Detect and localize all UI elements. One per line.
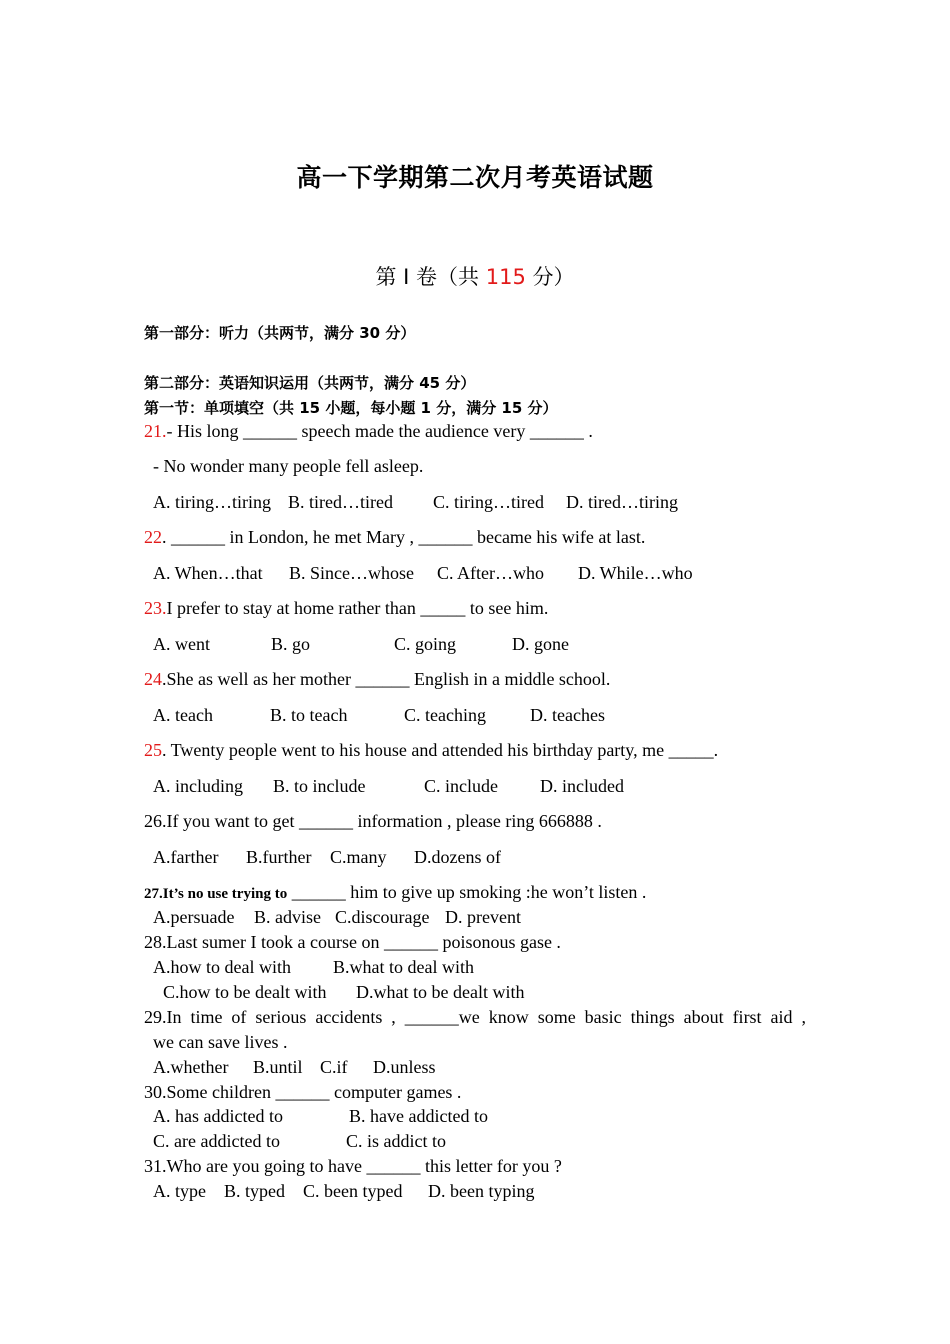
option-c: C. tiring…tired — [433, 492, 544, 512]
question-text: . Twenty people went to his house and attended his birthday party, me _____. — [162, 740, 719, 760]
exam-title: 高一下学期第二次月考英语试题 — [296, 163, 654, 192]
question-text: .She as well as her mother ______ English in a middle school. — [162, 669, 611, 689]
option-a: A. teach — [153, 705, 213, 725]
question-text: I prefer to stay at home rather than _____ to see him. — [166, 598, 549, 618]
option-d: D.unless — [373, 1057, 436, 1077]
question-number: 22 — [144, 527, 162, 547]
option-a: A. has addicted to — [153, 1106, 283, 1126]
question-26: 26.If you want to get ______ information , please ring 666888 . — [144, 811, 602, 831]
option-a: A. including — [153, 776, 243, 796]
option-a: A. type — [153, 1181, 206, 1201]
option-d: D. included — [540, 776, 624, 796]
option-d: C. is addict to — [346, 1131, 446, 1151]
option-a: A.persuade — [153, 907, 235, 927]
option-b: B.further — [246, 847, 312, 867]
option-d: D.dozens of — [414, 847, 501, 867]
option-c: C. been typed — [303, 1181, 403, 1201]
question-22 — [144, 527, 645, 548]
question-29-line2: we can save lives . — [153, 1032, 288, 1052]
question-28: 28.Last sumer I took a course on ______ poisonous gase . — [144, 932, 561, 952]
option-c: C.how to be dealt with — [163, 982, 327, 1002]
part1-heading: 第一部分：听力（共两节，满分 30 分） — [144, 324, 416, 342]
volume-heading — [0, 261, 950, 291]
option-c: C.if — [320, 1057, 348, 1077]
question-25 — [144, 740, 718, 761]
option-a: A. went — [153, 634, 210, 654]
question-21 — [144, 421, 593, 442]
option-d: D. gone — [512, 634, 569, 654]
question-text: . ______ in London, he met Mary , ______ became his wife at last. — [162, 527, 646, 547]
question-21-line2: - No wonder many people fell asleep. — [153, 456, 424, 476]
option-a: A.whether — [153, 1057, 229, 1077]
option-b: B. to include — [273, 776, 366, 796]
option-c: C. are addicted to — [153, 1131, 280, 1151]
option-d: D. teaches — [530, 705, 605, 725]
question-27 — [144, 882, 646, 903]
question-30: 30.Some children ______ computer games . — [144, 1082, 462, 1102]
question-number: 25 — [144, 740, 162, 760]
question-31: 31.Who are you going to have ______ this letter for you ? — [144, 1156, 562, 1176]
option-b: B. Since…whose — [289, 563, 414, 583]
option-d: D. prevent — [445, 907, 521, 927]
question-text: - His long ______ speech made the audience very ______ . — [166, 421, 593, 441]
option-c: C. include — [424, 776, 498, 796]
option-b: B. tired…tired — [288, 492, 393, 512]
option-a: A.how to deal with — [153, 957, 291, 977]
question-text: ______ him to give up smoking :he won’t listen . — [287, 882, 647, 902]
option-d: D. been typing — [428, 1181, 535, 1201]
question-number: 23. — [144, 598, 167, 618]
volume-score: 115 — [485, 265, 526, 289]
part2-heading: 第二部分：英语知识运用（共两节，满分 45 分） — [144, 374, 476, 392]
option-d: D. tired…tiring — [566, 492, 678, 512]
option-b: B. have addicted to — [349, 1106, 488, 1126]
option-c: C.discourage — [335, 907, 430, 927]
option-b: B. go — [271, 634, 311, 654]
question-lead: 27.It’s no use trying to — [144, 886, 288, 902]
volume-pre: 第 I 卷（共 — [375, 265, 486, 289]
option-c: C. going — [394, 634, 457, 654]
question-number: 24 — [144, 669, 162, 689]
option-a: A.farther — [153, 847, 219, 867]
question-29: 29.In time of serious accidents , ______we know some basic things about first aid , — [144, 1007, 806, 1027]
option-a: A. tiring…tiring — [153, 492, 271, 512]
option-b: B.what to deal with — [333, 957, 474, 977]
volume-post: 分） — [525, 265, 575, 289]
option-c: C. teaching — [404, 705, 486, 725]
option-d: D.what to be dealt with — [356, 982, 525, 1002]
option-c: C.many — [330, 847, 387, 867]
option-b: B. to teach — [270, 705, 348, 725]
question-23 — [144, 598, 548, 619]
option-a: A. When…that — [153, 563, 263, 583]
option-b: B. typed — [224, 1181, 285, 1201]
option-b: B.until — [253, 1057, 303, 1077]
option-d: D. While…who — [578, 563, 693, 583]
section1-heading: 第一节：单项填空（共 15 小题，每小题 1 分，满分 15 分） — [144, 399, 558, 417]
question-number: 21. — [144, 421, 167, 441]
option-b: B. advise — [254, 907, 321, 927]
option-c: C. After…who — [437, 563, 544, 583]
question-24 — [144, 669, 610, 690]
